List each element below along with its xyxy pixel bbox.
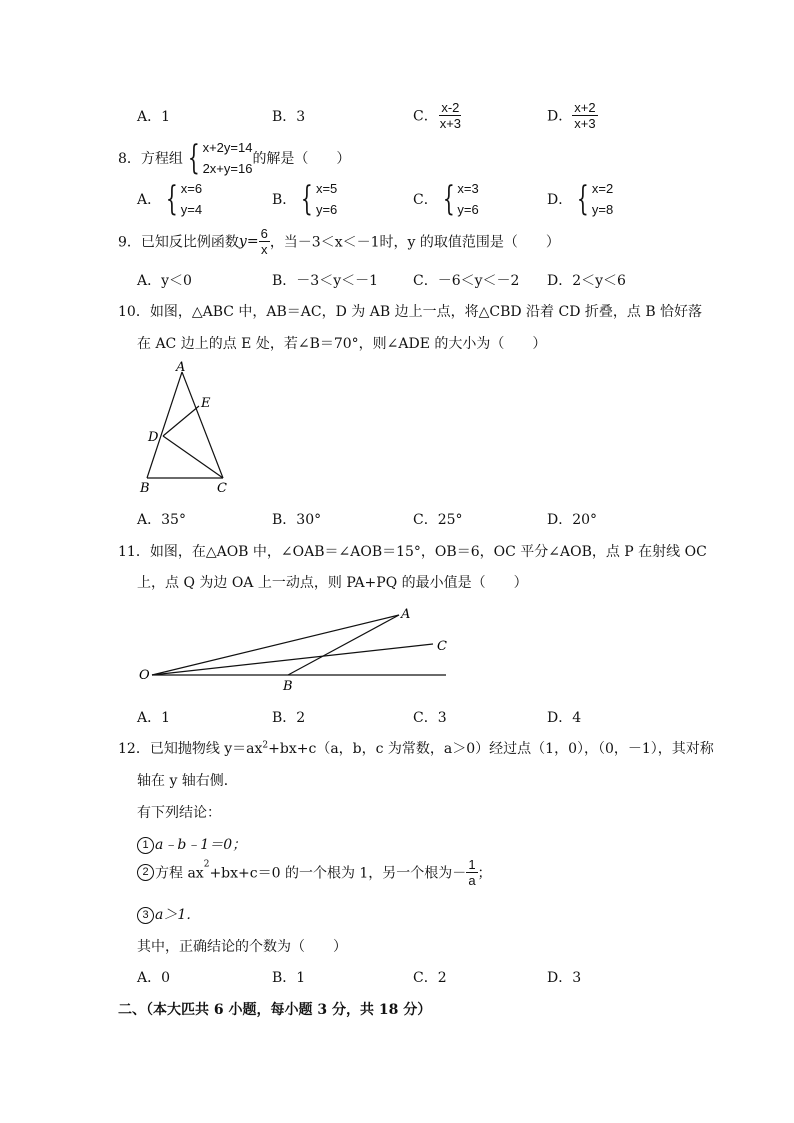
q10-label-e: E: [201, 396, 211, 411]
q10-label-a: A: [176, 360, 186, 375]
q8-stem: 8．方程组 { x+2y=14 2x+y=16 的解是（ ）: [118, 138, 351, 178]
q10-option-b[interactable]: B．30°: [272, 512, 322, 528]
q12-option-a[interactable]: A．0: [137, 970, 171, 986]
q12-option-b[interactable]: B．1: [272, 970, 306, 986]
q7-option-a[interactable]: A．1: [137, 109, 171, 125]
q12-conclusion-2: 2 方程 $ax^2+bx+c=0$ 的一个根为 1，另一个根为－ $\frac{1}{a}$ ；: [137, 857, 492, 888]
q11-label-a: A: [401, 607, 411, 622]
q12-option-c[interactable]: C．2: [413, 970, 447, 986]
q10-option-a[interactable]: A．35°: [137, 512, 186, 528]
q12-stem-line2: 轴在 y 轴右侧．: [137, 773, 238, 789]
q11-option-c[interactable]: C．3: [413, 710, 447, 726]
q10-option-c[interactable]: C．25°: [413, 512, 463, 528]
q12-option-d[interactable]: D．3: [547, 970, 582, 986]
q7-option-c[interactable]: C． $\frac{x-2}{x+3}$: [413, 100, 462, 131]
q10-triangle-figure: [135, 360, 245, 498]
q7-option-d[interactable]: D． $\frac{x+2}{x+3}$: [547, 100, 596, 131]
q12-conclusion-3: 3 a＞1．: [137, 904, 200, 924]
q12-conclusion-1: 1 a﹣b﹣1＝0；: [137, 834, 246, 854]
q9-fraction: $\frac{6}{x}$: [260, 226, 268, 257]
q11-stem-line2: 上，点 Q 为边 OA 上一动点，则 PA+PQ 的最小值是（ ）: [137, 575, 528, 591]
q12-stem-line1: 12．已知抛物线 $y=ax^2+bx+c(a$，b，c 为常数，a＞0）经过点（1，0），（0，－1），其对称: [118, 740, 714, 757]
q7-option-b[interactable]: B．3: [272, 109, 306, 125]
q9-options: [0, 270, 794, 290]
q11-label-o: O: [139, 668, 150, 683]
q8-options: [0, 178, 794, 224]
q7-options: [0, 100, 794, 140]
q11-option-d[interactable]: D．4: [547, 710, 582, 726]
q11-options: [0, 707, 794, 727]
q11-label-b: B: [283, 679, 293, 694]
circled-number-1: 1: [137, 837, 154, 854]
q10-segment-de: [163, 406, 199, 436]
q12-fraction-1-over-a: $\frac{1}{a}$: [468, 857, 476, 888]
q11-label-c: C: [437, 639, 447, 654]
q10-label-b: B: [140, 481, 150, 496]
q10-segment-ac: [182, 372, 223, 478]
q11-ray-oc: [152, 644, 433, 675]
q10-label-d: D: [148, 430, 159, 445]
q9-option-a[interactable]: A．y＜0: [137, 273, 192, 289]
q7-option-d-fraction: $\frac{x+2}{x+3}$: [574, 100, 596, 131]
q11-segment-oa: [152, 615, 399, 675]
q10-label-c: C: [217, 481, 227, 496]
q11-option-b[interactable]: B．2: [272, 710, 306, 726]
q10-stem-line1: 10．如图，△ABC 中，AB＝AC，D 为 AB 边上一点，将△CBD 沿着 CD 折叠，点 B 恰好落: [118, 304, 703, 320]
q8-equation-system: { x+2y=14 2x+y=16: [187, 138, 253, 178]
q12-options: [0, 967, 794, 987]
q9-stem: 9．已知反比例函数y= $\frac{6}{x}$ ，当－3＜x＜－1时，y 的取值范围是（ ）: [118, 226, 560, 257]
q9-option-c[interactable]: C．－6＜y＜－2: [413, 273, 520, 289]
q10-options: [0, 509, 794, 529]
q9-option-b[interactable]: B．－3＜y＜－1: [272, 273, 379, 289]
q10-option-d[interactable]: D．20°: [547, 512, 598, 528]
circled-number-3: 3: [137, 907, 154, 924]
q11-stem-line1: 11．如图，在△AOB 中，∠OAB＝∠AOB＝15°，OB＝6，OC 平分∠AOB，点 P 在射线 OC: [118, 544, 707, 560]
q11-option-a[interactable]: A．1: [137, 710, 171, 726]
q11-triangle-figure: [135, 602, 455, 694]
q8-option-d[interactable]: D． { x=2 y=8: [547, 179, 614, 219]
q12-conclusions-intro: 有下列结论：: [137, 805, 221, 821]
q8-option-b[interactable]: B． { x=5 y=6: [272, 179, 338, 219]
section-2-title: 二、（本大匹共 6 小题，每小题 3 分，共 18 分）: [118, 1002, 432, 1018]
q10-stem-line2: 在 AC 边上的点 E 处，若∠B＝70°，则∠ADE 的大小为（ ）: [137, 336, 547, 352]
q9-option-d[interactable]: D．2＜y＜6: [547, 273, 626, 289]
q12-count-question: 其中，正确结论的个数为（ ）: [137, 939, 347, 955]
q10-segment-dc: [163, 436, 223, 478]
q11-segment-ab: [288, 615, 399, 675]
q8-option-c[interactable]: C． { x=3 y=6: [413, 179, 479, 219]
q8-option-a[interactable]: A． { x=6 y=4: [137, 179, 203, 219]
q7-option-c-fraction: $\frac{x-2}{x+3}$: [439, 100, 462, 131]
circled-number-2: 2: [137, 864, 154, 881]
